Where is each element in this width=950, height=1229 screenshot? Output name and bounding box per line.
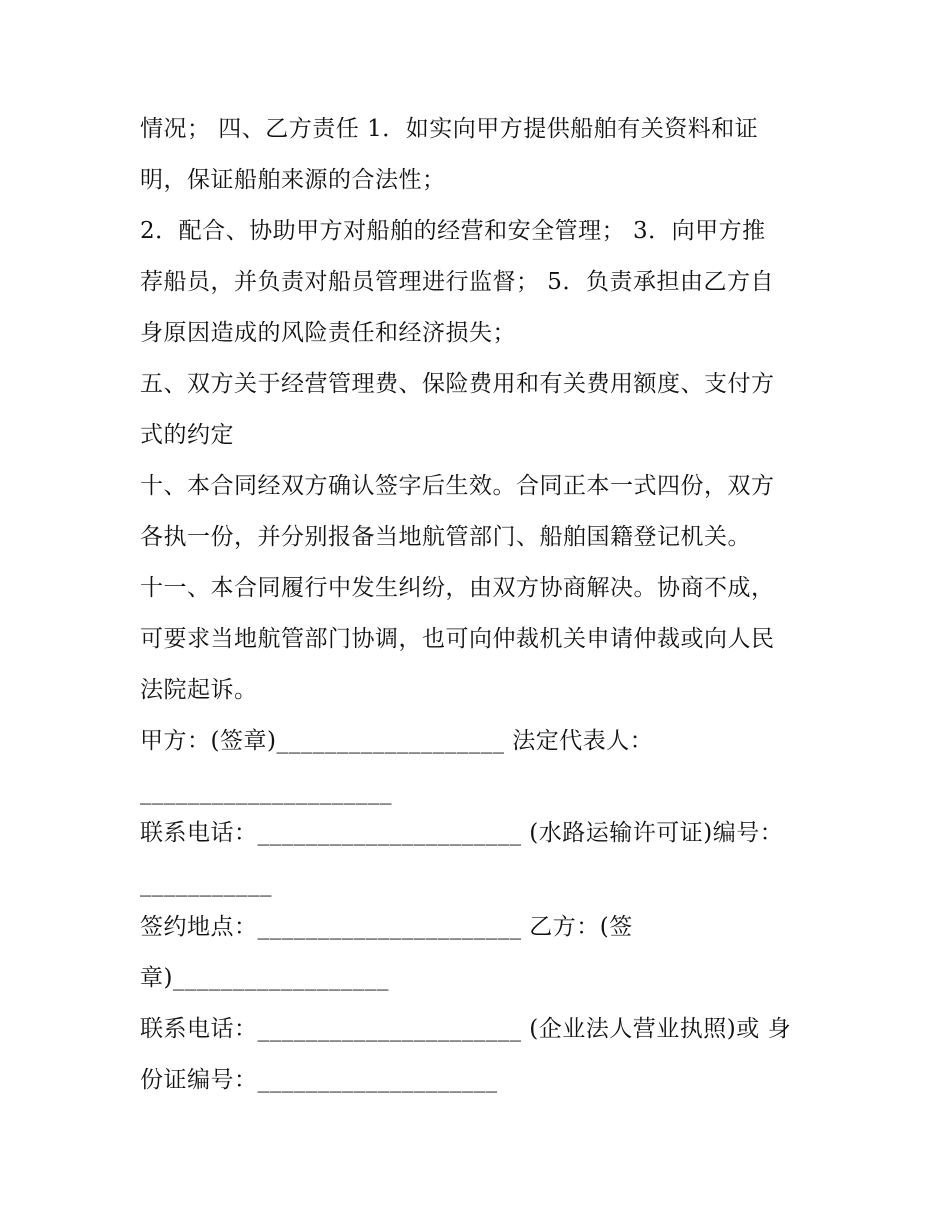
text-line: 身原因造成的风险责任和经济损失；: [140, 320, 516, 346]
text-line: 各执一份，并分别报备当地航管部门、船舶国籍登记机关。: [140, 524, 751, 550]
text-line: 情况； 四、乙方责任 1．如实向甲方提供船舶有关资料和证: [140, 116, 759, 142]
party-b-signature-line: 章)__________________: [140, 965, 389, 991]
text-line: 荐船员，并负责对船员管理进行监督； 5．负责承担由乙方自: [140, 269, 774, 295]
contact-phone-line: 联系电话：______________________ (企业法人营业执照)或 身: [140, 1016, 792, 1042]
text-line: 可要求当地航管部门协调，也可向仲裁机关申请仲裁或向人民: [140, 626, 775, 652]
text-line: 五、双方关于经营管理费、保险费用和有关费用额度、支付方: [140, 371, 775, 397]
contact-phone-line: 联系电话：______________________ (水路运输许可证)编号：: [140, 820, 784, 846]
text-line: 式的约定: [140, 422, 234, 448]
blank-field-line: _____________________: [140, 779, 392, 805]
text-line: 十一、本合同履行中发生纠纷，由双方协商解决。协商不成，: [140, 575, 775, 601]
id-number-line: 份证编号：____________________: [140, 1067, 498, 1093]
party-a-signature-line: 甲方：(签章)___________________ 法定代表人：: [140, 728, 654, 754]
text-line: 2．配合、协助甲方对船舶的经营和安全管理； 3．向甲方推: [140, 218, 766, 244]
text-line: 十、本合同经双方确认签字后生效。合同正本一式四份，双方: [140, 473, 775, 499]
text-line: 法院起诉。: [140, 677, 258, 703]
blank-field-line: ___________: [140, 871, 272, 897]
signing-location-line: 签约地点：______________________ 乙方：(签: [140, 914, 633, 940]
text-line: 明，保证船舶来源的合法性；: [140, 167, 446, 193]
